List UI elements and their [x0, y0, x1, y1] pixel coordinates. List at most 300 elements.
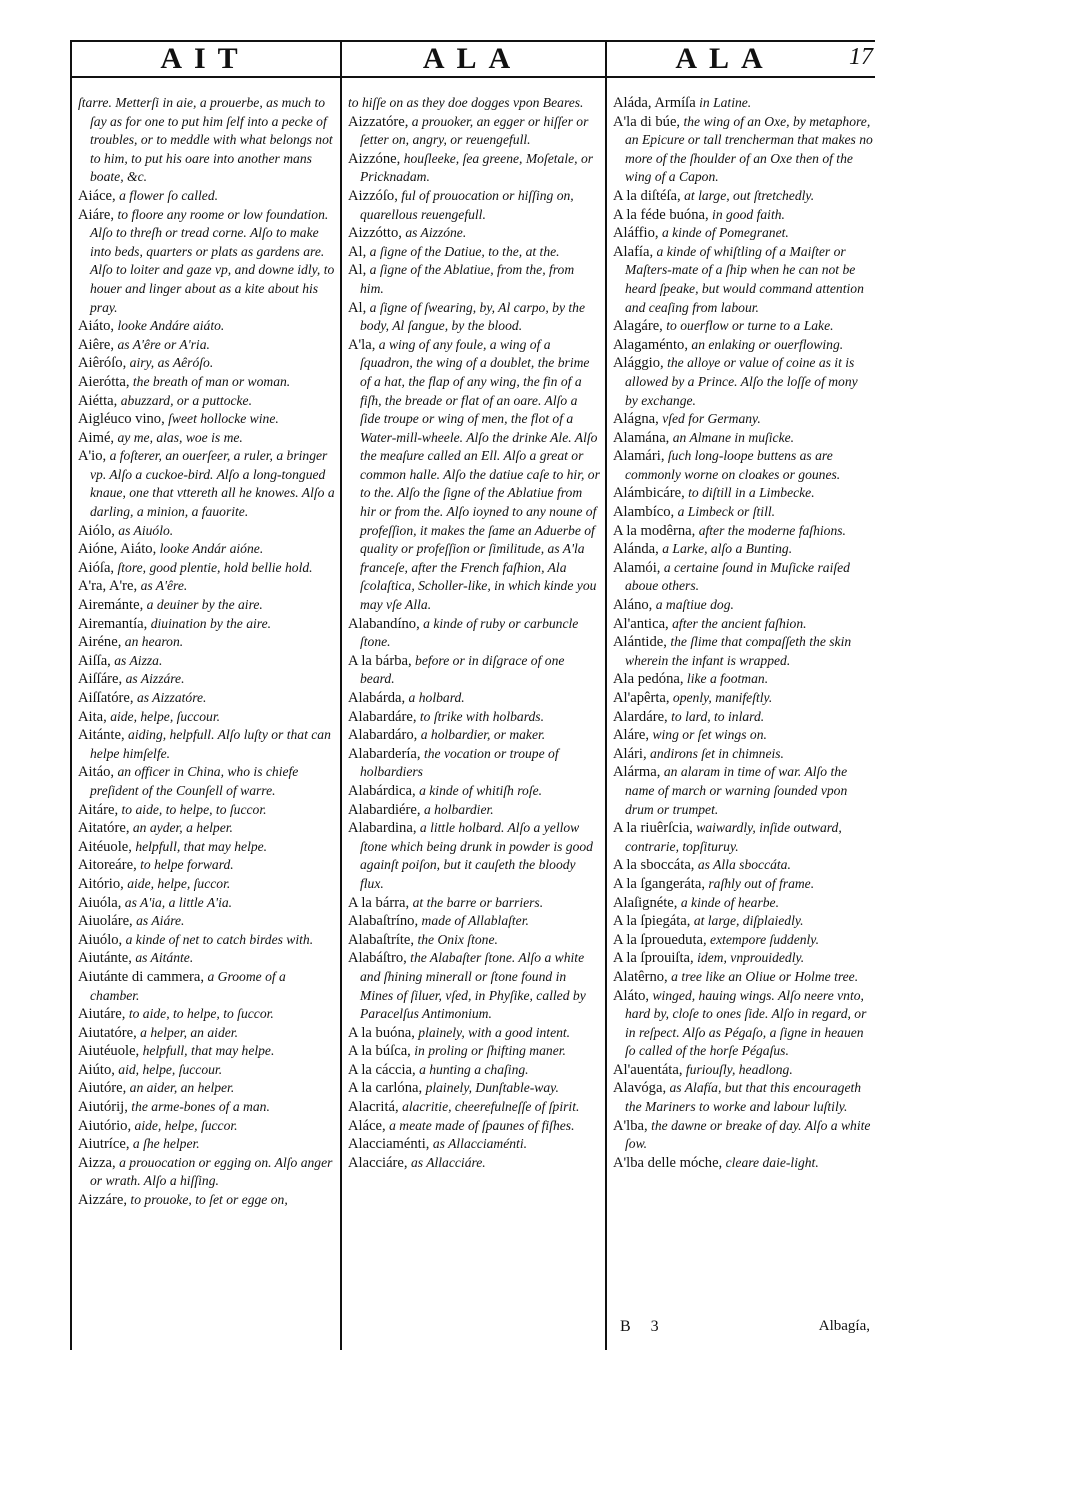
definition: to hiſſe on as they doe dogges vpon Beares.	[348, 95, 584, 110]
headword: Alágna,	[613, 411, 659, 428]
dictionary-entry	[613, 224, 873, 243]
definition: plainely, with a good intent.	[418, 1024, 571, 1040]
dictionary-entry	[613, 540, 873, 559]
headword: Aláre,	[613, 727, 650, 744]
dictionary-entry	[613, 856, 873, 875]
definition: a holbardier.	[423, 801, 494, 817]
dictionary-entry	[78, 336, 336, 355]
headword: Alabárdica,	[348, 782, 416, 799]
headword: Aiáto,	[78, 318, 115, 335]
definition: a deuiner by the aire.	[146, 597, 263, 613]
dictionary-entry	[613, 503, 873, 522]
definition: aiding, helpfull. Alſo luſty or that can helpe himſelfe.	[90, 727, 331, 761]
definition: a Groome of a chamber.	[90, 968, 286, 1003]
dictionary-entry	[348, 1042, 600, 1061]
definition: a wing of any foule, a wing of a ſquadron, the wing of a doublet, the brime of a hat, the flap of any wing, the fin of a fiſh, the breade or flat of an oare. Alſo a ſide troupe or wing of men, the flot of a Water-mill-wheele. Alſo the drinke Ale. Alſo the meaſure called an Ell. Alſo a great or common halle. Alſo the datiue caſe to hir, or to the. Alſo the ſigne of the Ablatiue from hir or from the. Alſo ioyned to any noune of profeſſion, it makes the ſame an Aduerbe of quality or profeſſion or ſimilitude, as A'la franceſe, after the French faſhion, Ala ſcolaſtica, Scholler-like, in which kinde you may vſe Alla.	[360, 336, 600, 613]
definition: an Almane in muſicke.	[672, 429, 795, 445]
definition: as Aizzáre.	[125, 671, 185, 687]
headword: Aiuóla,	[78, 894, 122, 911]
dictionary-entry	[78, 689, 336, 708]
dictionary-entry	[348, 689, 600, 708]
dictionary-entry	[78, 596, 336, 615]
dictionary-entry	[613, 689, 873, 708]
headword: Aierótta,	[78, 373, 130, 390]
definition: to ſtrike with holbards.	[419, 708, 544, 724]
column-divider-1	[340, 40, 342, 1350]
headword: Alafía,	[613, 243, 654, 260]
page-footer	[540, 1318, 870, 1342]
dictionary-entry	[613, 447, 873, 484]
headword: Aiuoláre,	[78, 913, 133, 930]
headword: Alamói,	[613, 559, 661, 576]
headword: Alatêrno,	[613, 968, 668, 985]
headword: Aiſſatóre,	[78, 690, 134, 706]
headword: Aizzatóre,	[348, 113, 409, 130]
headword: Alamári,	[613, 448, 665, 465]
dictionary-entry	[348, 113, 600, 150]
definition: an enlaking or ouerflowing.	[691, 336, 844, 352]
dictionary-entry	[613, 243, 873, 317]
headword: Al'antica,	[613, 615, 669, 632]
headword: Aizzóſo,	[348, 187, 398, 204]
headword: Aizzótto,	[348, 225, 402, 242]
definition: a helper, an aider.	[140, 1024, 238, 1040]
headword: Aiêróſo,	[78, 355, 127, 372]
dictionary-entry	[348, 708, 600, 727]
definition: idem, vnprouidedly.	[697, 950, 805, 966]
definition: a kinde of whitiſh roſe.	[419, 782, 543, 798]
definition: to diſtill in a Limbecke.	[688, 485, 815, 501]
definition: wing or ſet wings on.	[652, 727, 767, 743]
definition: at large, diſplaiedly.	[693, 913, 804, 929]
column-divider-2	[605, 40, 607, 1350]
definition: as Aizza.	[114, 652, 163, 668]
headword: A'lba,	[613, 1117, 648, 1134]
header-rule	[70, 76, 875, 78]
headword: Ala pedóna,	[613, 671, 684, 688]
dictionary-entry	[613, 745, 873, 764]
definition: as Alla sboccáta.	[697, 857, 791, 873]
dictionary-entry	[613, 763, 873, 819]
definition: to helpe forward.	[140, 857, 234, 873]
headword: A la féde buóna,	[613, 206, 709, 223]
definition: an hearon.	[124, 634, 184, 650]
definition: a prouocation or egging on. Alſo anger or wrath. Alſo a hiſſing.	[90, 1154, 333, 1189]
running-header	[70, 40, 875, 76]
definition: to lard, to inlard.	[671, 708, 765, 724]
headword: Alári,	[613, 745, 647, 762]
headword: Aigléuco vino,	[78, 411, 165, 428]
definition: ſtore, good plentie, hold bellie hold.	[117, 559, 313, 575]
definition: aide, helpe, ſuccor.	[134, 1117, 238, 1133]
definition: openly, manifeſtly.	[672, 690, 773, 705]
headword: A'ra, A're,	[78, 578, 138, 595]
definition: as Alafía, but that this encourageth the Mariners to worke and labour luſtily.	[625, 1080, 862, 1115]
headword: Alárma,	[613, 764, 661, 781]
definition: the Alabaſter ſtone. Alſo a white and ſhining minerall or ſtone found in Mines of ſiluer, vſed, in Phyſike, called by Paracelſus Antimonium.	[360, 950, 586, 1022]
dictionary-entry	[348, 949, 600, 1023]
headword: Aimé,	[78, 429, 115, 446]
definition: as A'ia, a little A'ia.	[124, 894, 233, 910]
dictionary-entry	[78, 317, 336, 336]
headword: Alabaſtríno,	[348, 913, 419, 930]
dictionary-entry	[78, 1191, 336, 1210]
definition: andirons ſet in chimneis.	[650, 745, 784, 761]
headword: Alabardáro,	[348, 727, 418, 744]
dictionary-entry	[348, 187, 600, 224]
definition: the wing of an Oxe, by metaphore, an Epicure or tall trencherman that makes no more of the ſhoulder of an Oxe then of the wing of a Capon.	[625, 113, 873, 185]
dictionary-entry	[613, 987, 873, 1061]
definition: to ouerflow or turne to a Lake.	[666, 318, 834, 334]
headword: Aitáo,	[78, 764, 115, 781]
headword: Aláto,	[613, 987, 650, 1004]
dictionary-entry	[613, 1117, 873, 1154]
dictionary-entry	[613, 522, 873, 541]
definition: before or in diſgrace of one beard.	[360, 652, 565, 687]
headword: Aiutánte,	[78, 950, 132, 967]
dictionary-entry	[78, 819, 336, 838]
definition: cleare daie-light.	[725, 1154, 819, 1170]
definition: abuzzard, or a puttocke.	[120, 392, 252, 408]
dictionary-entry	[78, 1098, 336, 1117]
headword: Alardáre,	[613, 708, 668, 725]
definition: plainely, Dunſtable-way.	[425, 1080, 559, 1096]
page-frame	[70, 40, 875, 1350]
dictionary-entry	[78, 187, 336, 206]
dictionary-entry	[348, 801, 600, 820]
definition: helpfull, that may helpe.	[135, 838, 268, 854]
headword: A la sboccáta,	[613, 857, 695, 874]
headword: Aizzáre,	[78, 1192, 128, 1209]
dictionary-entry	[78, 1005, 336, 1024]
header-right: ALA	[675, 42, 775, 75]
headword: Aláno,	[613, 597, 653, 614]
dictionary-entry	[348, 1117, 600, 1136]
dictionary-entry	[613, 559, 873, 596]
headword: Alamána,	[613, 429, 670, 446]
headword: Aiſſáre,	[78, 671, 123, 688]
definition: looke Andáre aiáto.	[117, 318, 225, 334]
dictionary-entry	[78, 615, 336, 634]
headword: Aláffio,	[613, 225, 659, 242]
definition: to floore any roome or low foundation. Alſo to threſh or tread corne. Alſo to make into beds, quarters or plats as gardens are. Alſo to loiter and gaze vp, and downe idly, to houer and linger about as a kite about his pray.	[90, 206, 335, 315]
dictionary-entry	[613, 912, 873, 931]
definition: airy, as Aêróſo.	[129, 355, 214, 371]
definition: a foſterer, an ouerſeer, a ruler, a bringer vp. Alſo a cuckoe-bird. Alſo a long-tongued knaue, one that vttereth all he knowes. Alſo a darling, a minion, a fauorite.	[90, 448, 335, 520]
dictionary-entry	[78, 1154, 336, 1191]
definition: like a footman.	[686, 671, 769, 687]
headword: Aizzóne,	[348, 150, 401, 167]
definition: as Allacciáre.	[410, 1154, 486, 1170]
definition: the alloye or value of coine as it is allowed by a Prince. Alſo the loſſe of mony by exchange.	[625, 355, 858, 408]
dictionary-entry	[613, 875, 873, 894]
dictionary-entry	[613, 429, 873, 448]
signature-mark: B 3	[620, 1318, 667, 1335]
headword: Aitoreáre,	[78, 857, 137, 874]
dictionary-entry	[78, 577, 336, 596]
definition: alacritie, cheerefulneſſe of ſpirit.	[402, 1099, 580, 1115]
headword: Aiúto,	[78, 1061, 115, 1078]
dictionary-entry	[348, 819, 600, 893]
definition: a Limbeck or ſtill.	[677, 504, 776, 520]
headword: Aiutríce,	[78, 1136, 130, 1153]
headword: Alacciaménti,	[348, 1136, 430, 1153]
dictionary-entry	[78, 447, 336, 521]
definition: a meate made of ſpaunes of fiſhes.	[389, 1117, 575, 1133]
definition: a ſigne of the Datiue, to the, at the.	[369, 243, 560, 259]
dictionary-entry	[78, 763, 336, 800]
headword: Aiutáre,	[78, 1006, 126, 1023]
header-center: ALA	[422, 42, 523, 75]
definition: as A'êre.	[140, 578, 188, 594]
dictionary-entry	[348, 1061, 600, 1080]
headword: Aiáce,	[78, 187, 116, 204]
dictionary-entry	[78, 522, 336, 541]
dictionary-entry	[348, 1135, 600, 1154]
definition: in good faith.	[712, 206, 785, 222]
dictionary-entry	[613, 670, 873, 689]
headword: Alámbicáre,	[613, 485, 685, 502]
definition: a hunting a chaſing.	[419, 1061, 529, 1077]
definition: an alaram in time of war. Alſo the name of march or warning ſounded vpon drum or trumpet.	[625, 764, 848, 817]
headword: Aita,	[78, 708, 107, 725]
headword: A la carlóna,	[348, 1080, 423, 1097]
headword: Aiutánte di cammera,	[78, 968, 205, 985]
definition: ſuch long-loope buttens as are commonly worne on cloakes or gounes.	[625, 448, 841, 482]
page-number: 17	[849, 44, 873, 70]
definition: vſed for Germany.	[662, 411, 761, 427]
dictionary-entry	[348, 243, 600, 262]
headword: A la bárba,	[348, 652, 412, 669]
headword: Alaſignéte,	[613, 894, 678, 911]
definition: the breath of man or woman.	[132, 373, 291, 389]
headword: Alabaſtríte,	[348, 931, 415, 948]
definition: ful of prouocation or hiſſing on, quarellous reuengefull.	[360, 187, 574, 222]
headword: Aiutéuole,	[78, 1043, 140, 1060]
dictionary-entry	[78, 912, 336, 931]
dictionary-entry	[78, 652, 336, 671]
dictionary-entry	[78, 726, 336, 763]
definition: to aide, to helpe, to ſuccor.	[128, 1006, 274, 1022]
definition: at the barre or barriers.	[412, 894, 544, 910]
headword: Aiáre,	[78, 206, 115, 223]
headword: Aitánte,	[78, 727, 125, 744]
dictionary-entry	[78, 708, 336, 727]
headword: A la ſprouiſta,	[613, 950, 694, 967]
headword: Airemantía,	[78, 615, 148, 632]
definition: ay me, alas, woe is me.	[117, 429, 243, 445]
headword: Airemánte,	[78, 597, 144, 614]
definition: waiwardly, inſide outward, contrarie, topſituruy.	[625, 820, 842, 854]
column-2	[348, 94, 600, 1344]
dictionary-entry	[613, 596, 873, 615]
definition: a kinde of whiſtling of a Maiſter or Maſters-mate of a ſhip when he can not be heard ſpeake, but would command attention and ceaſing from labour.	[625, 243, 864, 315]
dictionary-entry	[613, 633, 873, 670]
definition: in Latine.	[699, 95, 752, 110]
headword: Alánda,	[613, 541, 659, 558]
dictionary-entry	[78, 206, 336, 318]
definition: the vocation or troupe of holbardiers	[360, 745, 559, 780]
dictionary-entry	[348, 94, 600, 113]
definition: in proling or ſhifting maner.	[414, 1043, 566, 1059]
definition: a kinde of net to catch birdes with.	[125, 931, 314, 947]
headword: Airéne,	[78, 634, 122, 651]
definition: a ſigne of the Ablatiue, from the, from him.	[360, 262, 575, 296]
dictionary-entry	[348, 652, 600, 689]
definition: the arme-bones of a man.	[131, 1099, 270, 1115]
headword: A la búſca,	[348, 1043, 411, 1060]
dictionary-entry	[348, 615, 600, 652]
headword: A la modêrna,	[613, 522, 696, 539]
left-rule	[70, 40, 72, 1350]
definition: as Aizzatóre.	[136, 690, 207, 705]
dictionary-entry	[348, 1098, 600, 1117]
headword: Aiólo,	[78, 522, 115, 539]
headword: Alántide,	[613, 634, 667, 651]
headword: Alággio,	[613, 355, 664, 372]
definition: the ſlime that compaſſeth the skin wherein the infant is wrapped.	[625, 634, 852, 668]
dictionary-entry	[78, 429, 336, 448]
dictionary-entry	[78, 931, 336, 950]
dictionary-entry	[78, 1079, 336, 1098]
dictionary-entry	[78, 354, 336, 373]
definition: after the ancient faſhion.	[672, 615, 807, 631]
definition: as Aitánte.	[135, 950, 194, 966]
dictionary-entry	[613, 968, 873, 987]
definition: a tree like an Oliue or Holme tree.	[671, 968, 859, 984]
definition: furiouſly, headlong.	[685, 1061, 793, 1077]
definition: winged, hauing wings. Alſo neere vnto, hard by, cloſe to ones ſide. Alſo in regard, or in reſpect. Alſo as Pégaſo, a ſigne in heauen ſo called of the horſe Pégaſus.	[625, 987, 867, 1059]
definition: a kinde of ruby or carbuncle ſtone.	[360, 615, 579, 650]
dictionary-entry	[78, 94, 336, 187]
headword: A la ſgangeráta,	[613, 875, 705, 892]
column-3	[613, 94, 873, 1344]
definition: a holbardier, or maker.	[420, 727, 546, 743]
definition: aide, helpe, ſuccour.	[110, 708, 221, 724]
dictionary-entry	[613, 1061, 873, 1080]
headword: A la bárra,	[348, 894, 410, 911]
definition: extempore ſuddenly.	[710, 931, 819, 947]
definition: a ſhe helper.	[132, 1136, 200, 1152]
headword: Aiutatóre,	[78, 1024, 137, 1041]
dictionary-entry	[348, 894, 600, 913]
dictionary-entry	[613, 410, 873, 429]
definition: a prouoker, an egger or hiſſer or ſetter on, angry, or reuengefull.	[360, 113, 589, 148]
definition: a ſigne of ſwearing, by, Al carpo, by the body, Al ſangue, by the blood.	[360, 299, 585, 334]
headword: Alabardiére,	[348, 801, 421, 818]
dictionary-entry	[348, 1154, 600, 1173]
definition: an officer in China, who is chiefe preſident of the Counſell of warre.	[90, 764, 299, 798]
headword: Aiutório,	[78, 1117, 132, 1134]
dictionary-entry	[78, 856, 336, 875]
dictionary-entry	[348, 150, 600, 187]
dictionary-entry	[348, 726, 600, 745]
dictionary-entry	[78, 1117, 336, 1136]
definition: aid, helpe, ſuccour.	[118, 1061, 223, 1077]
headword: A la cáccia,	[348, 1061, 416, 1078]
headword: Al,	[348, 262, 367, 279]
dictionary-entry	[78, 838, 336, 857]
definition: a kinde of Pomegranet.	[661, 225, 789, 241]
dictionary-entry	[78, 968, 336, 1005]
dictionary-entry	[348, 1079, 600, 1098]
dictionary-entry	[613, 819, 873, 856]
dictionary-entry	[78, 1061, 336, 1080]
headword: Alacritá,	[348, 1099, 399, 1116]
definition: a kinde of hearbe.	[680, 894, 779, 910]
dictionary-entry	[348, 261, 600, 298]
dictionary-entry	[78, 801, 336, 820]
headword: Alabardina,	[348, 820, 417, 837]
dictionary-entry	[613, 1154, 873, 1173]
dictionary-entry	[613, 94, 873, 113]
dictionary-entry	[613, 484, 873, 503]
definition: raſhly out of frame.	[708, 875, 815, 891]
headword: Aitatóre,	[78, 820, 130, 837]
dictionary-entry	[78, 670, 336, 689]
definition: a flower ſo called.	[119, 187, 219, 203]
definition: an aider, an helper.	[129, 1080, 235, 1096]
dictionary-entry	[613, 949, 873, 968]
definition: a Larke, alſo a Bunting.	[662, 541, 793, 557]
headword: Alabardáre,	[348, 708, 417, 725]
dictionary-entry	[613, 206, 873, 225]
dictionary-entry	[78, 1042, 336, 1061]
dictionary-entry	[78, 540, 336, 559]
definition: as Aizzóne.	[405, 225, 467, 241]
dictionary-entry	[348, 912, 600, 931]
header-left: AIT	[160, 42, 250, 75]
dictionary-entry	[348, 782, 600, 801]
dictionary-entry	[348, 336, 600, 615]
dictionary-entry	[613, 708, 873, 727]
definition: ſweet hollocke wine.	[168, 411, 279, 427]
headword: Al'auentáta,	[613, 1061, 683, 1078]
headword: A la diſtéſa,	[613, 187, 681, 204]
dictionary-entry	[613, 354, 873, 410]
headword: Aizza,	[78, 1154, 116, 1171]
headword: A la riuêrſcia,	[613, 820, 693, 837]
headword: Aiſſa,	[78, 652, 111, 669]
column-1	[78, 94, 336, 1344]
dictionary-entry	[78, 410, 336, 429]
dictionary-entry	[78, 633, 336, 652]
dictionary-entry	[348, 299, 600, 336]
dictionary-entry	[613, 1079, 873, 1116]
headword: A la ſpiegáta,	[613, 913, 691, 930]
dictionary-entry	[78, 894, 336, 913]
definition: at large, out ſtretchedly.	[684, 187, 815, 203]
definition: the dawne or breake of day. Alſo a white ſow.	[625, 1117, 871, 1152]
definition: aide, helpe, ſuccor.	[127, 875, 231, 891]
definition: after the moderne faſhions.	[698, 522, 846, 538]
headword: Al,	[348, 299, 367, 316]
definition: helpfull, that may helpe.	[142, 1043, 275, 1059]
definition: houſleeke, ſea greene, Moſetale, or Pricknadam.	[360, 150, 594, 185]
dictionary-entry	[613, 113, 873, 187]
headword: Al'apêrta,	[613, 690, 670, 706]
headword: Alacciáre,	[348, 1154, 408, 1171]
headword: A'la,	[348, 336, 376, 353]
headword: Alagaménto,	[613, 336, 688, 353]
dictionary-entry	[348, 224, 600, 243]
dictionary-entry	[78, 1024, 336, 1043]
definition: the Onix ſtone.	[417, 931, 498, 947]
headword: Aiêre,	[78, 336, 115, 353]
headword: Aláda, Armíſa	[613, 95, 696, 111]
dictionary-entry	[348, 1024, 600, 1043]
dictionary-entry	[78, 559, 336, 578]
